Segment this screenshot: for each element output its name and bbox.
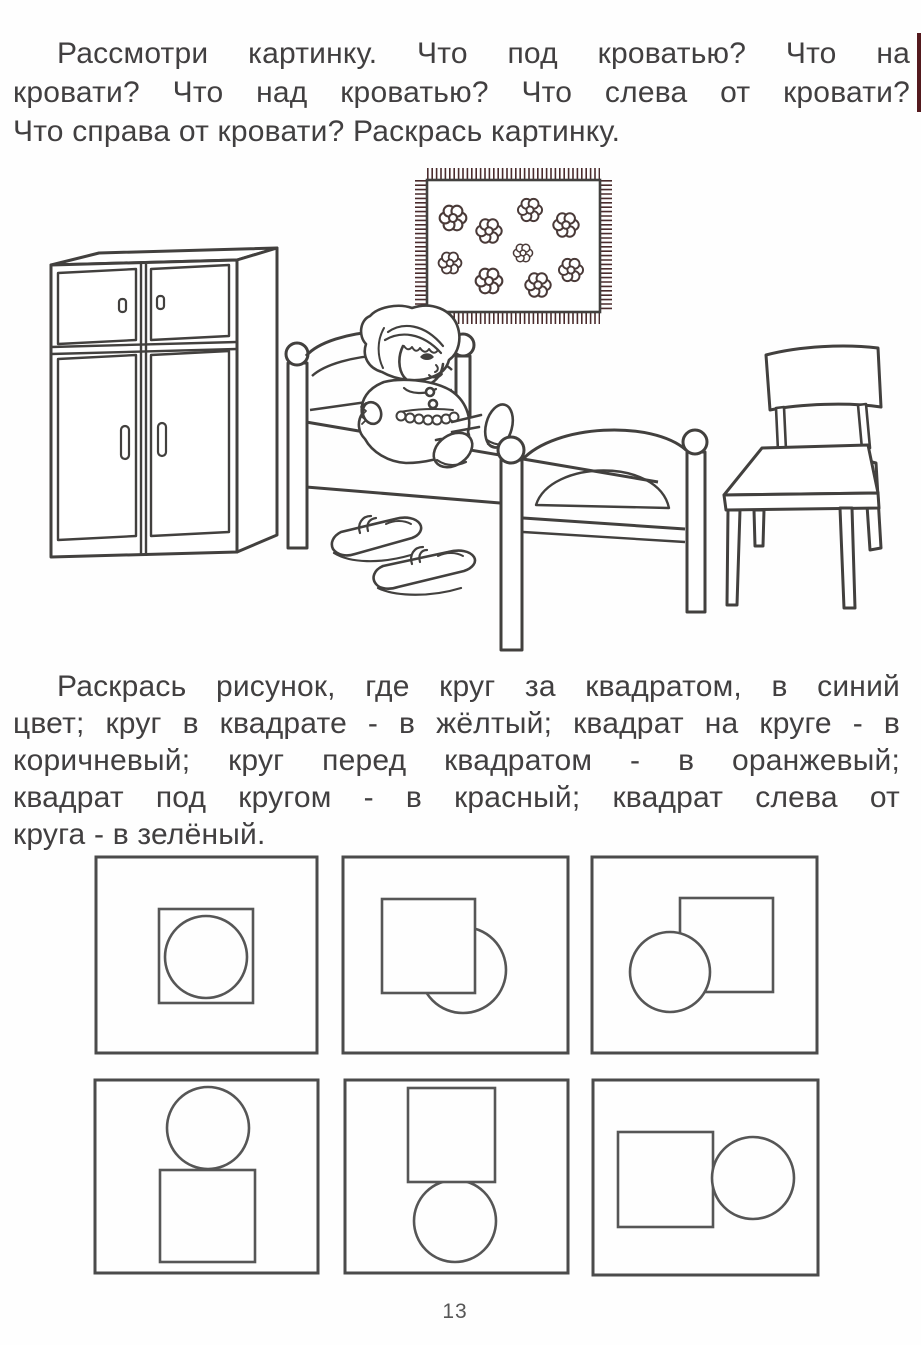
text-line: квадрат под кругом - в красный; квадрат слева от bbox=[13, 781, 900, 814]
shape-panel-circle-in-square bbox=[96, 857, 317, 1053]
circle bbox=[165, 916, 247, 998]
text-line: Раскрась рисунок, где круг за квадратом, в синий bbox=[57, 670, 900, 703]
shape-panel-square-on-circle bbox=[345, 1080, 568, 1273]
text-line: Рассмотри картинку. Что под кроватью? Что на bbox=[57, 37, 910, 70]
shape-panel-circle-in-front-of-square bbox=[592, 857, 817, 1053]
text-line: цвет; круг в квадрате - в жёлтый; квадрат на круге - в bbox=[13, 707, 900, 740]
circle bbox=[712, 1137, 794, 1219]
square bbox=[160, 1170, 255, 1262]
shape-panel-square-left-of-circle bbox=[593, 1080, 818, 1275]
circle bbox=[167, 1087, 249, 1169]
scan-edge-artifact bbox=[917, 33, 921, 112]
square bbox=[382, 899, 475, 993]
square bbox=[408, 1088, 495, 1182]
text-line: коричневый; круг перед квадратом - в оранжевый; bbox=[13, 744, 900, 777]
square bbox=[618, 1132, 713, 1227]
text-line: круга - в зелёный. bbox=[13, 818, 266, 851]
text-line: Что справа от кровати? Раскрась картинку. bbox=[13, 115, 621, 148]
circle bbox=[414, 1180, 496, 1262]
shape-panel-circle-behind-square bbox=[343, 857, 568, 1053]
circle bbox=[630, 932, 710, 1012]
page-number: 13 bbox=[442, 1300, 468, 1323]
shape-panel-square-under-circle bbox=[95, 1080, 318, 1273]
text-line: кровати? Что над кроватью? Что слева от кровати? bbox=[13, 76, 910, 109]
